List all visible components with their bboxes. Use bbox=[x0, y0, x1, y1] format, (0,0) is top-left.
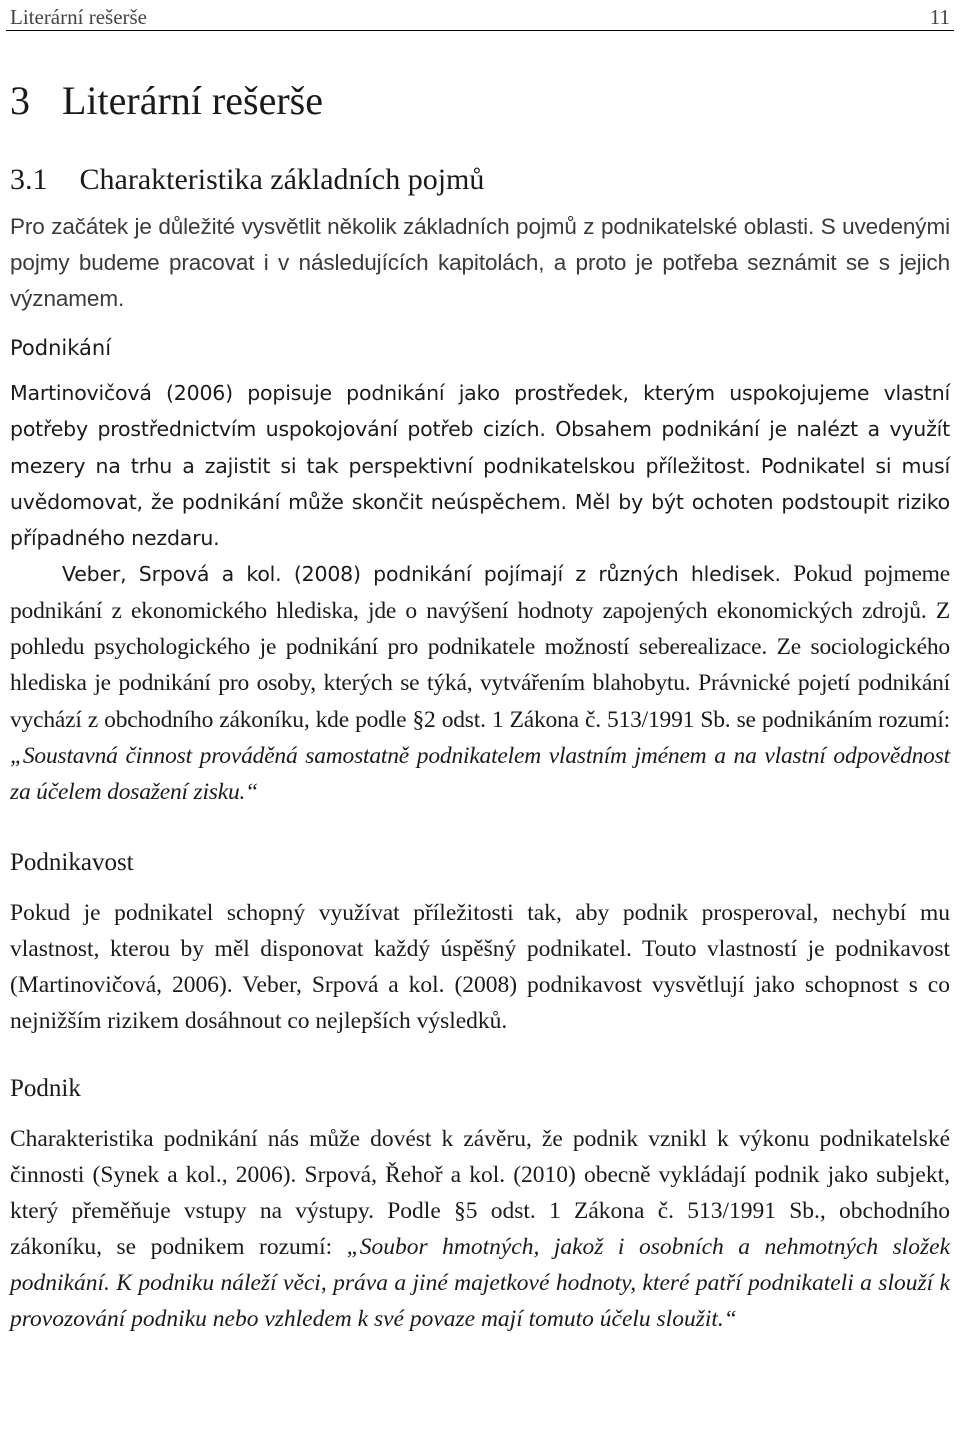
intro-paragraph: Pro začátek je důležité vysvětlit několik základních pojmů z podnikatelské oblasti. S uvedenými pojmy budeme pracovat i v následujících kapitolách, a proto je potřeba seznámit se s jejich významem. bbox=[10, 214, 950, 311]
running-header bbox=[6, 0, 954, 31]
section-number: 3.1 bbox=[10, 163, 48, 196]
section-title: Charakteristika základních pojmů bbox=[79, 163, 485, 196]
chapter-title: Literární rešerše bbox=[62, 78, 323, 123]
chapter-heading bbox=[10, 71, 950, 131]
podnikani-quote: „Soustavná činnost prováděná samostatně podnikatelem vlastním jménem a na vlastní odpovědnost za účelem dosažení zisku.“ bbox=[10, 742, 950, 806]
podnik-text: Charakteristika podnikání nás může dovést k závěru, že podnik vznikl k výkonu podnikatelské činnosti (Synek a kol., 2006). Srpová, Řehoř a kol. (2010) obecně vykládají podnik jako subjekt, který přeměňuje vstupy na výstupy. Podle §5 odst. 1 Zákona č. 513/1991 Sb., obchodního zákoníku, se podnikem rozumí: bbox=[10, 1125, 950, 1260]
podnik-paragraph bbox=[10, 1121, 950, 1337]
podnikani-aspects: (2008) podnikání pojímají z různých hledisek. bbox=[293, 562, 781, 587]
header-chapter-title: Literární rešerše bbox=[10, 5, 148, 29]
podnikani-paragraph bbox=[10, 375, 950, 811]
podnikavost-paragraph: Pokud je podnikatel schopný využívat příležitosti tak, aby podnik prosperoval, nechybí mu vlastnost, kterou by měl disponovat každý úspěšný podnikatel. Touto vlastností je podnikavost (Martinovičová, 2006). Veber, Srpová a kol. (2008) podnikavost vysvětlují jako schopnost s co nejnižším rizikem dosáhnout co nejlepších výsledků. bbox=[10, 899, 950, 1034]
podnikani-authors: Veber, Srpová a kol. bbox=[62, 562, 282, 587]
podnikani-legal-text: Pokud pojmeme podnikání z ekonomického hlediska, jde o navýšení hodnoty zapojených ekonomických zdrojů. Z pohledu psychologického je podnikání pro podnikatele možností seberealizace. Ze sociologického hlediska je podnikání pro osoby, kterých se týká, vytvářením blahobytu. Právnické pojetí podnikání vychází z obchodního zákoníku, kde podle §2 odst. 1 Zákona č. 513/1991 Sb. se podnikáním rozumí: bbox=[10, 561, 950, 733]
chapter-number: 3 bbox=[10, 78, 30, 123]
podnikani-text: Martinovičová (2006) popisuje podnikání jako prostředek, kterým uspokojujeme vlastní potřeby prostřednictvím uspokojování potřeb cizích. Obsahem podnikání je nalézt a využít mezery na trhu a zajistit si tak perspektivní podnikatelskou příležitost. Podnikatel si musí uvědomovat, že podnikání může skončit neúspěchem. Měl by být ochoten podstoupit riziko případného nezdaru. bbox=[10, 381, 950, 551]
header-page-number: 11 bbox=[929, 5, 950, 29]
podnik-heading: Podnik bbox=[10, 1074, 81, 1102]
podnik-quote: „Soubor hmotných, jakož i osobních a nehmotných složek podnikání. K podniku náleží věci, práva a jiné majetkové hodnoty, které patří podnikateli a slouží k provozování podniku nebo vzhledem k své povaze mají tomuto účelu sloužit.“ bbox=[10, 1233, 950, 1332]
podnikani-heading: Podnikání bbox=[10, 336, 112, 360]
section-heading bbox=[10, 157, 950, 203]
podnikavost-heading: Podnikavost bbox=[10, 848, 134, 876]
